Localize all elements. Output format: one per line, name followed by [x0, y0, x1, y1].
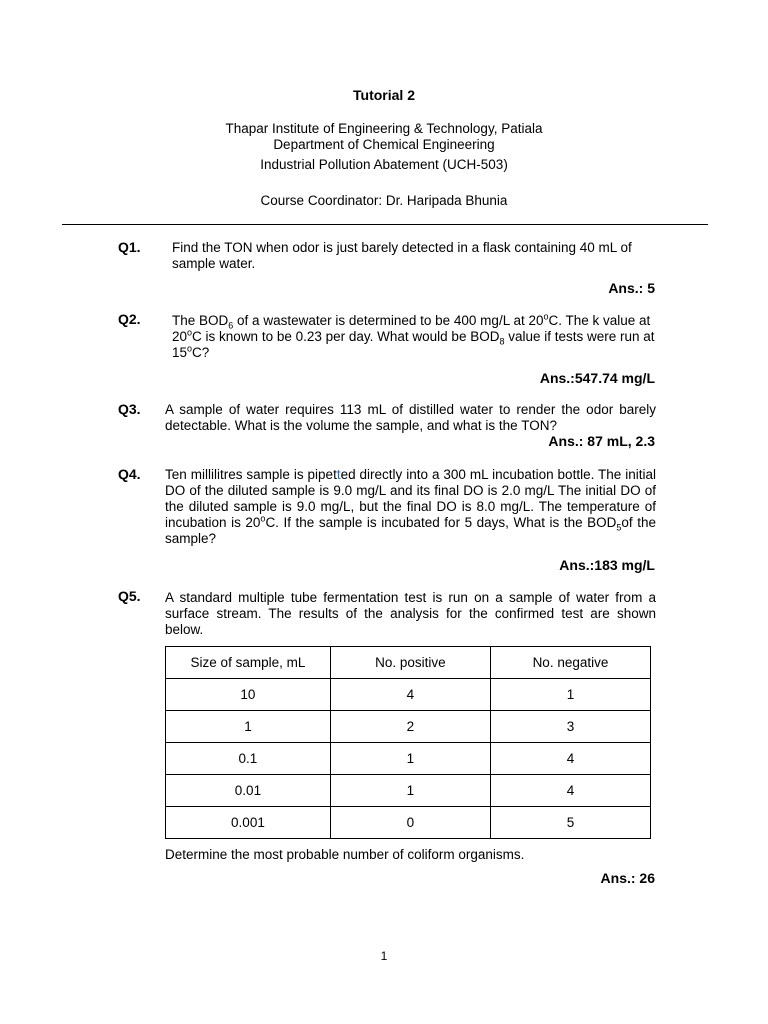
table-cell: 1 [490, 679, 650, 711]
course-coordinator: Course Coordinator: Dr. Haripada Bhunia [260, 193, 508, 208]
q5-number: Q5. [118, 588, 141, 604]
q3-number: Q3. [118, 401, 141, 417]
q4-text: Ten millilitres sample is pipetted directly into a 300 mL incubation bottle. The initial DO of the diluted sample is 9.0 mg/L and its final DO is 2.0 mg/L The initial DO of the diluted sample is 9.0 mg/L, but the final DO is 8.0 mg/L. The temperature of incubation is 20$^o$C. If the sample is incubated for 5 days, What is the $BOD_5of$ the sample? [165, 467, 656, 546]
table-cell: 0 [330, 807, 490, 839]
column-header-negative: No. negative [490, 647, 650, 679]
column-header-sample-size: Size of sample, mL [166, 647, 331, 679]
table-cell: 3 [490, 711, 650, 743]
table-cell: 5 [490, 807, 650, 839]
table-cell: 1 [166, 711, 331, 743]
institute-name: Thapar Institute of Engineering & Technology, Patiala [225, 121, 543, 136]
q1-answer: Ans.: 5 [608, 280, 655, 296]
table-cell: 1 [330, 743, 490, 775]
q4-answer: Ans.:183 mg/L [559, 557, 655, 573]
table-cell: 2 [330, 711, 490, 743]
q1-text: Find the TON when odor is just barely detected in a flask containing 40 mL of sample water. [172, 240, 632, 271]
course-name: Industrial Pollution Abatement (UCH-503) [260, 157, 508, 172]
q5-followup: Determine the most probable number of coliform organisms. [165, 847, 525, 862]
column-header-positive: No. positive [330, 647, 490, 679]
department-name: Department of Chemical Engineering [273, 137, 495, 152]
table-row [166, 807, 651, 839]
table-cell: 0.001 [166, 807, 331, 839]
q1-number: Q1. [118, 239, 141, 255]
q2-number: Q2. [118, 311, 141, 327]
table-cell: 1 [330, 775, 490, 807]
q3-text: A sample of water requires 113 mL of distilled water to render the odor barely detectable. What is the volume the sample, and what is the TON? [165, 402, 656, 433]
q5-text: A standard multiple tube fermentation test is run on a sample of water from a surface stream. The results of the analysis for the confirmed test are shown below. [165, 590, 656, 637]
table-cell: 4 [490, 775, 650, 807]
page-title: Tutorial 2 [353, 87, 415, 103]
q3-answer: Ans.: 87 mL, 2.3 [548, 433, 655, 449]
table-cell: 4 [330, 679, 490, 711]
table-cell: 10 [166, 679, 331, 711]
table-row [166, 743, 651, 775]
header-divider [62, 224, 708, 225]
table-row [166, 775, 651, 807]
table-row [166, 711, 651, 743]
table-cell: 0.01 [166, 775, 331, 807]
table-cell: 0.1 [166, 743, 331, 775]
table-header-row [166, 647, 651, 679]
table-row [166, 679, 651, 711]
fermentation-results-table [165, 646, 651, 839]
table-cell: 4 [490, 743, 650, 775]
q4-number: Q4. [118, 466, 141, 482]
page-number: 1 [380, 949, 388, 963]
q2-text: The $BOD_6$ of a wastewater is determined to be 400 mg/L at 20$^o$C. The k value at 20$^o$C is known to be 0.23 per day. What would be $BOD_8$ value if tests were run at 15$^o$C? [172, 311, 655, 360]
q2-answer: Ans.:547.74 mg/L [539, 370, 655, 386]
q5-answer: Ans.: 26 [600, 870, 655, 886]
